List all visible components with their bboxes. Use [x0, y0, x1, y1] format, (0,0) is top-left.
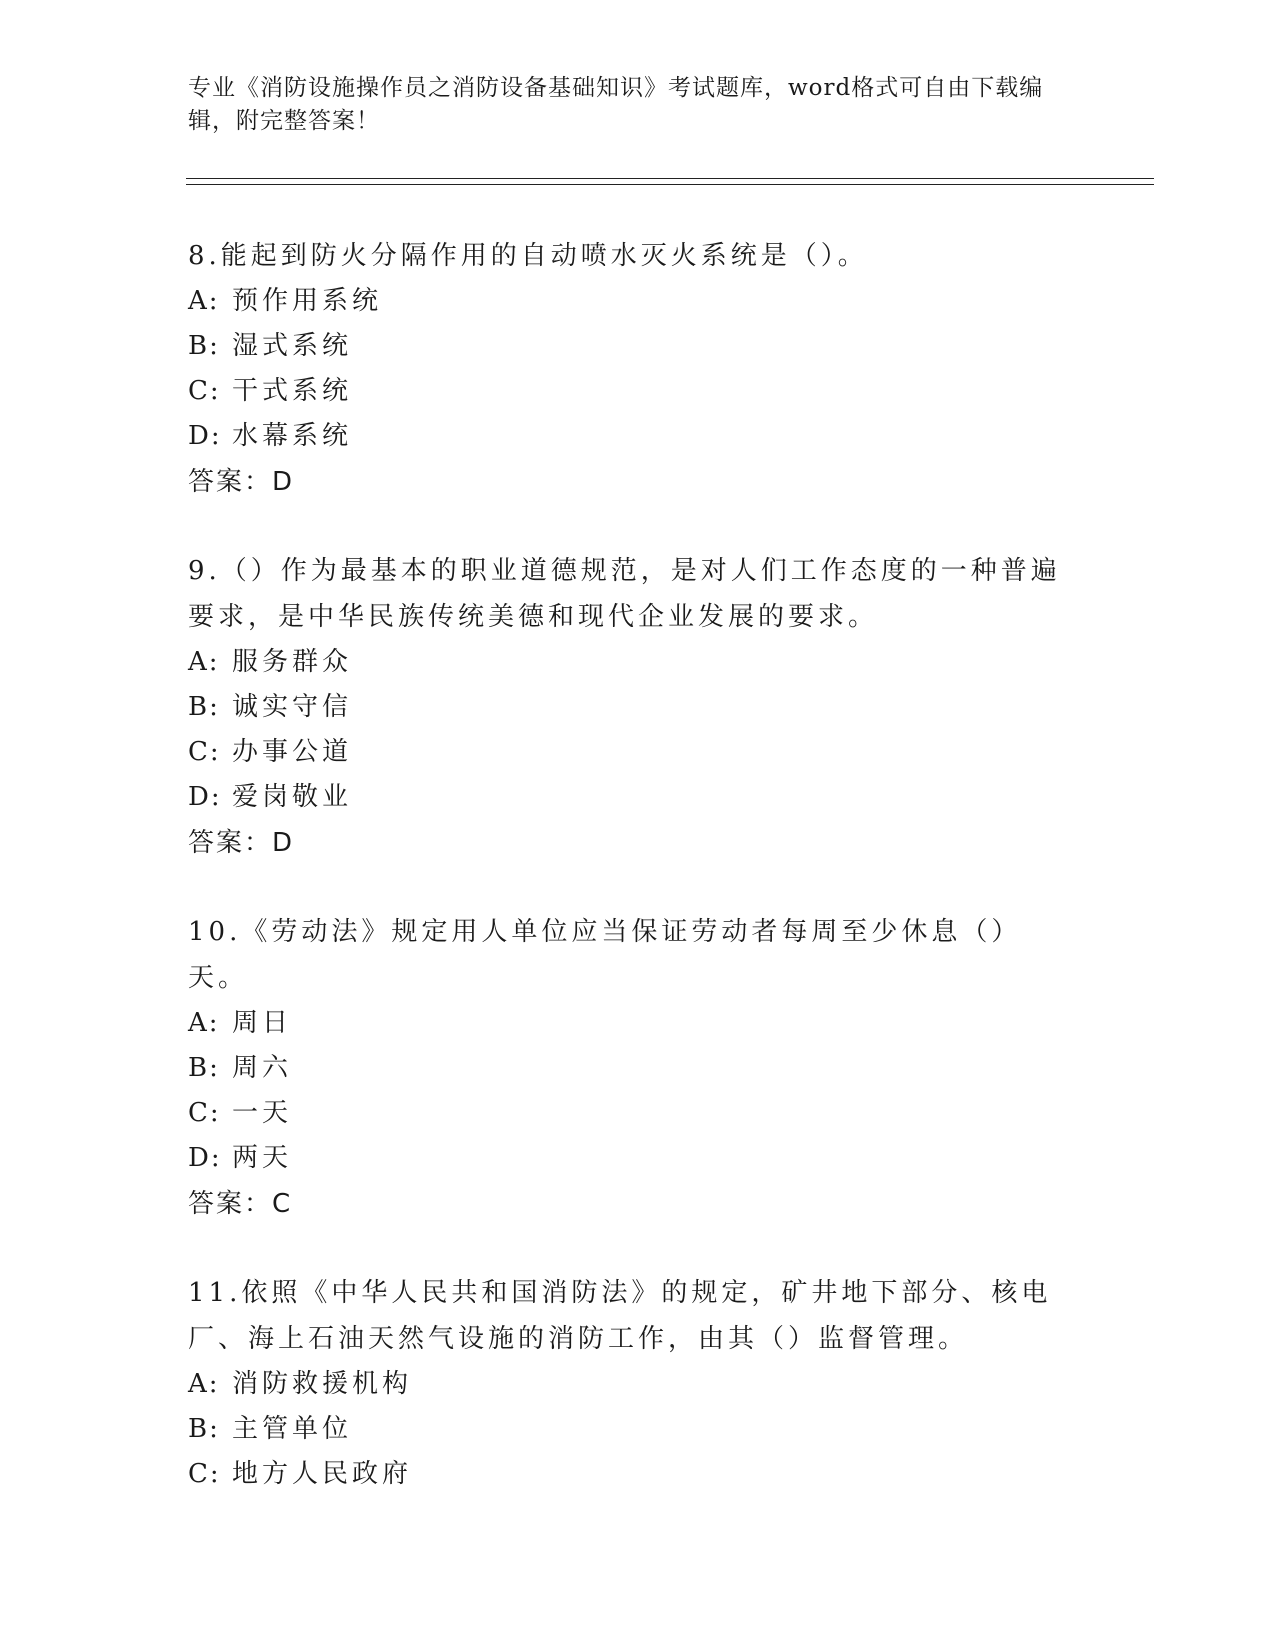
option-key: C: [188, 376, 221, 406]
header-divider-top [186, 178, 1154, 179]
option-c [188, 1452, 1068, 1497]
question-stem: 11.依照《中华人民共和国消防法》的规定，矿井地下部分、核电厂、海上石油天然气设施的消防工作，由其（）监督管理。 [188, 1278, 1052, 1354]
option-key: B: [188, 1053, 220, 1083]
option-key: D: [188, 782, 222, 812]
question-stem: 10.《劳动法》规定用人单位应当保证劳动者每周至少休息（）天。 [188, 917, 1022, 993]
option-text: 湿式系统 [232, 331, 353, 361]
option-key: A: [188, 1008, 220, 1038]
option-key: A: [188, 647, 220, 677]
option-a [188, 640, 1068, 685]
option-c [188, 1091, 1068, 1136]
option-text: 干式系统 [232, 376, 353, 406]
question-stem: 9.（）作为最基本的职业道德规范，是对人们工作态度的一种普遍要求，是中华民族传统美德和现代企业发展的要求。 [188, 556, 1061, 632]
option-key: C: [188, 737, 221, 767]
option-a [188, 1001, 1068, 1046]
option-a [188, 279, 1068, 324]
question-9 [188, 548, 1068, 866]
option-b [188, 1407, 1068, 1452]
option-text: 服务群众 [232, 647, 353, 677]
option-key: D: [188, 1143, 222, 1173]
option-text: 两天 [232, 1143, 293, 1173]
option-b [188, 324, 1068, 369]
option-text: 水幕系统 [232, 421, 353, 451]
option-c [188, 369, 1068, 414]
option-text: 办事公道 [232, 737, 353, 767]
question-8 [188, 233, 1068, 505]
option-key: C: [188, 1459, 221, 1489]
answer-line: 答案：D [188, 467, 295, 497]
option-text: 诚实守信 [232, 692, 353, 722]
option-key: A: [188, 286, 220, 316]
option-key: D: [188, 421, 222, 451]
question-10 [188, 909, 1068, 1227]
question-list [188, 233, 1068, 1540]
option-key: C: [188, 1098, 221, 1128]
option-b [188, 1046, 1068, 1091]
option-text: 一天 [232, 1098, 293, 1128]
option-text: 消防救援机构 [232, 1369, 413, 1399]
header-divider-bottom [186, 184, 1154, 185]
option-text: 预作用系统 [232, 286, 383, 316]
option-b [188, 685, 1068, 730]
option-key: B: [188, 331, 220, 361]
option-key: A: [188, 1369, 220, 1399]
option-d [188, 775, 1068, 820]
option-text: 周六 [232, 1053, 293, 1083]
option-d [188, 1136, 1068, 1181]
question-11 [188, 1270, 1068, 1497]
question-stem: 8.能起到防火分隔作用的自动喷水灭火系统是（）。 [188, 241, 868, 271]
answer-line: 答案：D [188, 828, 295, 858]
option-a [188, 1362, 1068, 1407]
option-c [188, 730, 1068, 775]
document-header: 专业《消防设施操作员之消防设备基础知识》考试题库，word格式可自由下载编辑，附完整答案！ [188, 75, 1044, 134]
option-text: 周日 [232, 1008, 293, 1038]
option-text: 地方人民政府 [232, 1459, 413, 1489]
option-text: 主管单位 [232, 1414, 353, 1444]
option-text: 爱岗敬业 [232, 782, 353, 812]
option-key: B: [188, 692, 220, 722]
answer-line: 答案：C [188, 1189, 293, 1219]
option-key: B: [188, 1414, 220, 1444]
option-d [188, 414, 1068, 459]
